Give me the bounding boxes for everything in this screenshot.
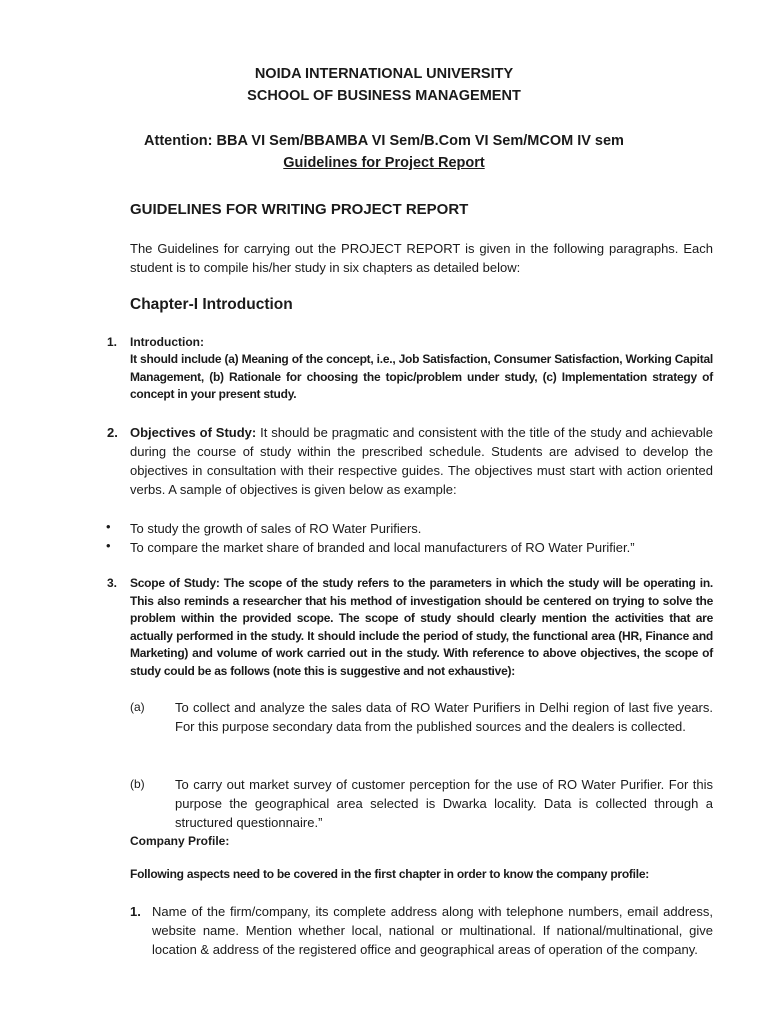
item-paragraph — [130, 423, 713, 499]
list-item: To study the growth of sales of RO Water Purifiers. — [130, 521, 422, 536]
item-number: 2. — [107, 425, 118, 440]
item-title: Objectives of Study: — [130, 425, 257, 440]
section-heading: GUIDELINES FOR WRITING PROJECT REPORT — [130, 201, 469, 218]
item-title: Scope of Study: — [130, 576, 220, 590]
school-name: SCHOOL OF BUSINESS MANAGEMENT — [247, 88, 521, 104]
item-number: 1. — [130, 904, 141, 919]
attention-line: Attention: BBA VI Sem/BBAMBA VI Sem/B.Com VI Sem/MCOM IV sem — [144, 133, 624, 149]
company-profile-intro: Following aspects need to be covered in the first chapter in order to know the company profile: — [130, 867, 649, 881]
company-profile-heading: Company Profile: — [130, 834, 230, 848]
item-title: Introduction: — [130, 335, 204, 349]
item-paragraph — [130, 575, 713, 680]
scope-text: To collect and analyze the sales data of RO Water Purifiers in Delhi region of last five years. For this purpose secondary data from the published sources and the dealers is collected. — [175, 700, 713, 734]
list-item: To compare the market share of branded and local manufacturers of RO Water Purifier.” — [130, 540, 635, 555]
item-number: 3. — [107, 576, 118, 590]
item-number: 1. — [107, 335, 118, 349]
scope-text: To carry out market survey of customer perception for the use of RO Water Purifier. For this purpose the geographical area selected is Dwarka locality. Data is collected through a structured questionnaire.” — [175, 777, 713, 830]
scope-label: (b) — [130, 777, 145, 791]
item-text: The scope of the study refers to the parameters in which the study will be operating in. This also reminds a researcher that his method of investigation should be centered on trying to solve the problem within the provided scope. The scope of study should clearly mention the activities that are actually performed in the study. It should include the period of study, the functional area (HR, Finance and Marketing) and volume of work carried out in the study. With reference to above objectives, the scope of study could be as follows (note this is suggestive and not exhaustive): — [130, 576, 713, 678]
item-text: It should include (a) Meaning of the concept, i.e., Job Satisfaction, Consumer Satisfaction, Working Capital Management, (b) Rationale for choosing the topic/problem under study, (c) Implementation strategy of concept in your present study. — [130, 352, 713, 401]
company-profile-item-text: Name of the firm/company, its complete address along with telephone numbers, email address, website name. Mention whether local, national or multinational. If national/multinational, give location & address of the registered office and geographical areas of operation of the company. — [152, 904, 713, 957]
bullet-icon: • — [106, 538, 111, 553]
chapter-heading: Chapter-I Introduction — [130, 296, 293, 313]
item-text: It should be pragmatic and consistent with the title of the study and achievable during the course of study within the prescribed schedule. Students are advised to develop the objectives in consultation with their respective guides. The objectives must start with action oriented verbs. A sample of objectives is given below as example: — [130, 425, 713, 497]
scope-label: (a) — [130, 700, 145, 714]
bullet-icon: • — [106, 519, 111, 534]
intro-paragraph: The Guidelines for carrying out the PROJECT REPORT is given in the following paragraphs. Each student is to compile his/her study in six chapters as detailed below: — [130, 241, 713, 275]
university-name: NOIDA INTERNATIONAL UNIVERSITY — [254, 66, 514, 82]
guidelines-title: Guidelines for Project Report — [283, 155, 485, 171]
